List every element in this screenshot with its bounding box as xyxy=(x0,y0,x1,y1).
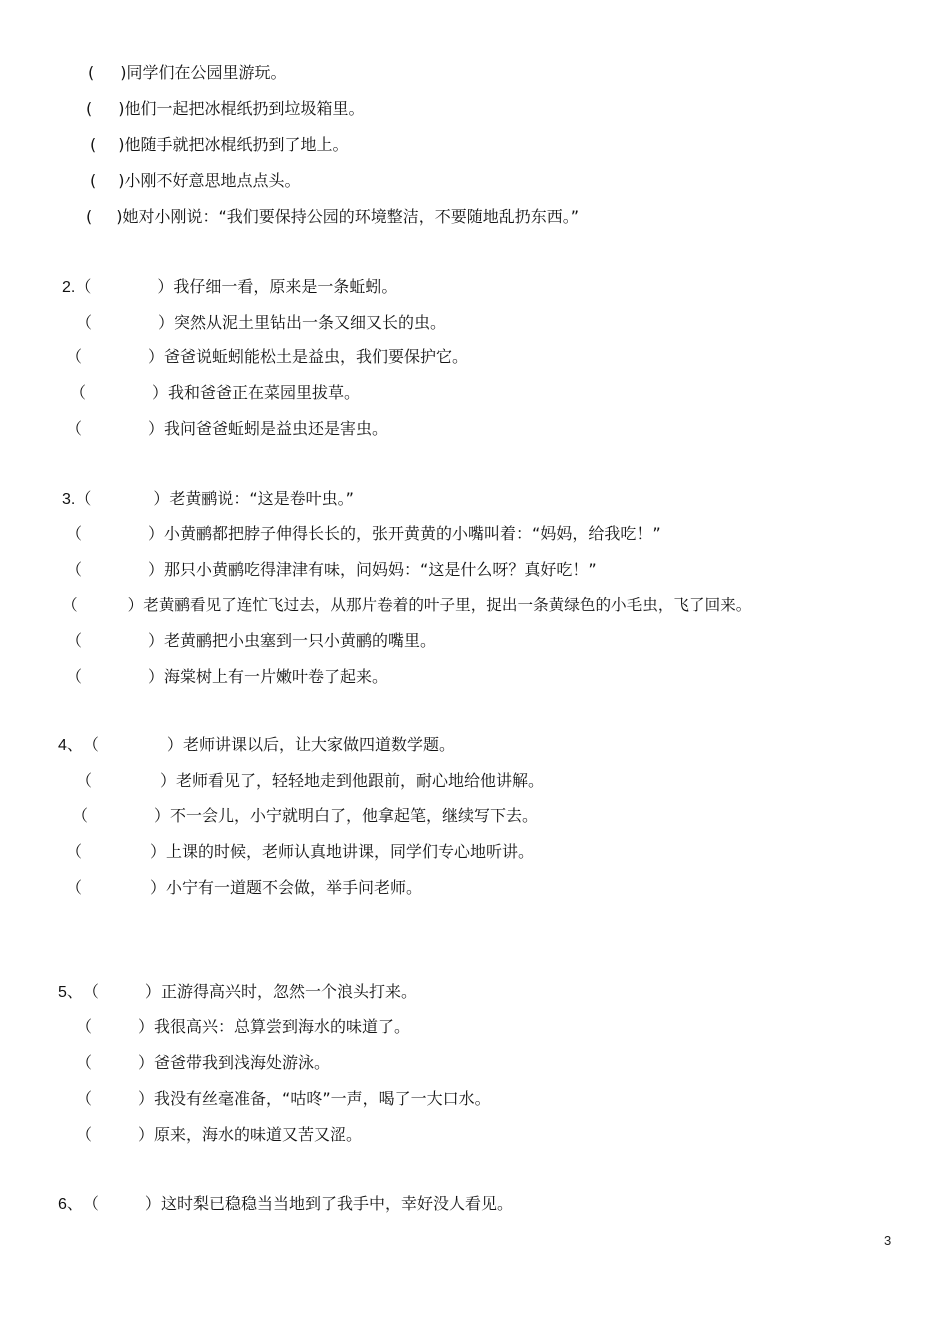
item-text: 老黄鹂说：“这是卷叶虫。” xyxy=(169,489,354,508)
page-number: 3 xyxy=(884,1233,892,1248)
close-paren: ） xyxy=(153,489,170,508)
list-item xyxy=(66,666,388,688)
item-text: 那只小黄鹂吃得津津有味，问妈妈：“这是什么呀？真好吃！” xyxy=(164,560,597,579)
close-paren: ） xyxy=(152,383,169,402)
section-number: 4、 xyxy=(58,737,83,754)
close-paren: ） xyxy=(158,313,175,332)
list-item xyxy=(58,1193,513,1216)
list-item xyxy=(76,770,544,792)
item-text: 爸爸说蚯蚓能松土是益虫，我们要保护它。 xyxy=(164,347,469,366)
close-paren: ） xyxy=(150,878,167,897)
item-text: 原来，海水的味道又苦又涩。 xyxy=(154,1125,363,1144)
item-text: 老黄鹂把小虫塞到一只小黄鹂的嘴里。 xyxy=(164,631,437,650)
list-item xyxy=(76,1052,330,1074)
open-paren: （ xyxy=(82,1194,99,1213)
section-number: 3. xyxy=(62,491,76,508)
open-paren: （ xyxy=(66,878,83,897)
list-item xyxy=(58,981,417,1004)
list-item xyxy=(62,276,397,299)
item-text: 我和爸爸正在菜园里拔草。 xyxy=(168,383,361,402)
open-paren: （ xyxy=(76,1017,93,1036)
item-text: 同学们在公园里游玩。 xyxy=(126,63,287,82)
list-item xyxy=(66,559,597,581)
close-paren: ） xyxy=(144,1194,161,1213)
item-text: 我问爸爸蚯蚓是益虫还是害虫。 xyxy=(164,419,389,438)
list-item xyxy=(90,170,301,192)
close-paren: ) xyxy=(118,135,125,154)
list-item xyxy=(86,98,365,120)
section-number: 2. xyxy=(62,279,76,296)
item-text: 不一会儿，小宁就明白了，他拿起笔，继续写下去。 xyxy=(170,806,539,825)
list-item xyxy=(86,206,579,228)
list-item xyxy=(66,523,661,545)
list-item xyxy=(72,805,538,827)
close-paren: ) xyxy=(118,99,125,118)
open-paren: （ xyxy=(66,842,83,861)
open-paren: （ xyxy=(76,771,93,790)
close-paren: ） xyxy=(150,842,167,861)
item-text: 小黄鹂都把脖子伸得长长的，张开黄黄的小嘴叫着：“妈妈，给我吃！” xyxy=(164,524,661,543)
open-paren: （ xyxy=(66,419,83,438)
item-text: 我仔细一看，原来是一条蚯蚓。 xyxy=(173,277,398,296)
open-paren: （ xyxy=(76,1125,93,1144)
open-paren: （ xyxy=(72,806,89,825)
open-paren: （ xyxy=(76,1053,93,1072)
list-item xyxy=(76,1088,491,1110)
section-number: 6、 xyxy=(58,1196,83,1213)
open-paren: （ xyxy=(70,383,87,402)
close-paren: ) xyxy=(116,207,123,226)
item-text: 我没有丝毫准备，“咕咚”一声，喝了一大口水。 xyxy=(154,1089,491,1108)
open-paren: （ xyxy=(82,735,99,754)
list-item xyxy=(76,312,446,334)
list-item xyxy=(58,734,455,757)
list-item xyxy=(90,134,349,156)
open-paren: （ xyxy=(66,560,83,579)
open-paren: ( xyxy=(90,135,97,154)
item-text: 海棠树上有一片嫩叶卷了起来。 xyxy=(164,667,389,686)
close-paren: ） xyxy=(148,419,165,438)
item-text: 他随手就把冰棍纸扔到了地上。 xyxy=(124,135,349,154)
close-paren: ) xyxy=(120,63,127,82)
list-item xyxy=(62,488,354,511)
close-paren: ） xyxy=(166,735,183,754)
open-paren: （ xyxy=(75,489,92,508)
item-text: 上课的时候，老师认真地讲课，同学们专心地听讲。 xyxy=(166,842,535,861)
open-paren: （ xyxy=(76,313,93,332)
close-paren: ） xyxy=(148,524,165,543)
close-paren: ） xyxy=(157,277,174,296)
open-paren: ( xyxy=(88,63,95,82)
item-text: 老师看见了，轻轻地走到他跟前，耐心地给他讲解。 xyxy=(176,771,545,790)
close-paren: ） xyxy=(148,667,165,686)
list-item xyxy=(66,630,436,652)
close-paren: ） xyxy=(148,347,165,366)
close-paren: ） xyxy=(148,560,165,579)
item-text: 正游得高兴时，忽然一个浪头打来。 xyxy=(160,982,417,1001)
list-item xyxy=(66,877,422,899)
item-text: 爸爸带我到浅海处游泳。 xyxy=(154,1053,331,1072)
open-paren: （ xyxy=(66,667,83,686)
close-paren: ） xyxy=(148,631,165,650)
close-paren: ) xyxy=(118,171,125,190)
item-text: 小刚不好意思地点点头。 xyxy=(124,171,301,190)
list-item xyxy=(70,382,360,404)
item-text: 他们一起把冰棍纸扔到垃圾箱里。 xyxy=(124,99,365,118)
item-text: 我很高兴：总算尝到海水的味道了。 xyxy=(154,1017,411,1036)
item-text: 这时梨已稳稳当当地到了我手中，幸好没人看见。 xyxy=(160,1194,513,1213)
open-paren: ( xyxy=(90,171,97,190)
item-text: 她对小刚说：“我们要保持公园的环境整洁，不要随地乱扔东西。” xyxy=(122,207,580,226)
close-paren: ） xyxy=(154,806,171,825)
item-text: 老师讲课以后，让大家做四道数学题。 xyxy=(182,735,455,754)
list-item xyxy=(66,841,534,863)
item-text: 小宁有一道题不会做，举手问老师。 xyxy=(166,878,423,897)
open-paren: （ xyxy=(82,982,99,1001)
open-paren: （ xyxy=(76,1089,93,1108)
list-item xyxy=(62,594,751,616)
close-paren: ） xyxy=(160,771,177,790)
list-item xyxy=(66,418,388,440)
open-paren: （ xyxy=(62,596,78,614)
open-paren: （ xyxy=(75,277,92,296)
close-paren: ） xyxy=(138,1089,155,1108)
open-paren: （ xyxy=(66,347,83,366)
open-paren: ( xyxy=(86,207,93,226)
close-paren: ） xyxy=(127,596,144,614)
list-item xyxy=(76,1124,362,1146)
close-paren: ） xyxy=(138,1053,155,1072)
list-item xyxy=(88,62,287,84)
item-text: 老黄鹂看见了连忙飞过去，从那片卷着的叶子里，捉出一条黄绿色的小毛虫，飞了回来。 xyxy=(143,596,752,614)
section-number: 5、 xyxy=(58,984,83,1001)
list-item xyxy=(66,346,468,368)
close-paren: ） xyxy=(144,982,161,1001)
close-paren: ） xyxy=(138,1125,155,1144)
open-paren: （ xyxy=(66,631,83,650)
item-text: 突然从泥土里钻出一条又细又长的虫。 xyxy=(174,313,447,332)
close-paren: ） xyxy=(138,1017,155,1036)
open-paren: （ xyxy=(66,524,83,543)
list-item xyxy=(76,1016,410,1038)
open-paren: ( xyxy=(86,99,93,118)
